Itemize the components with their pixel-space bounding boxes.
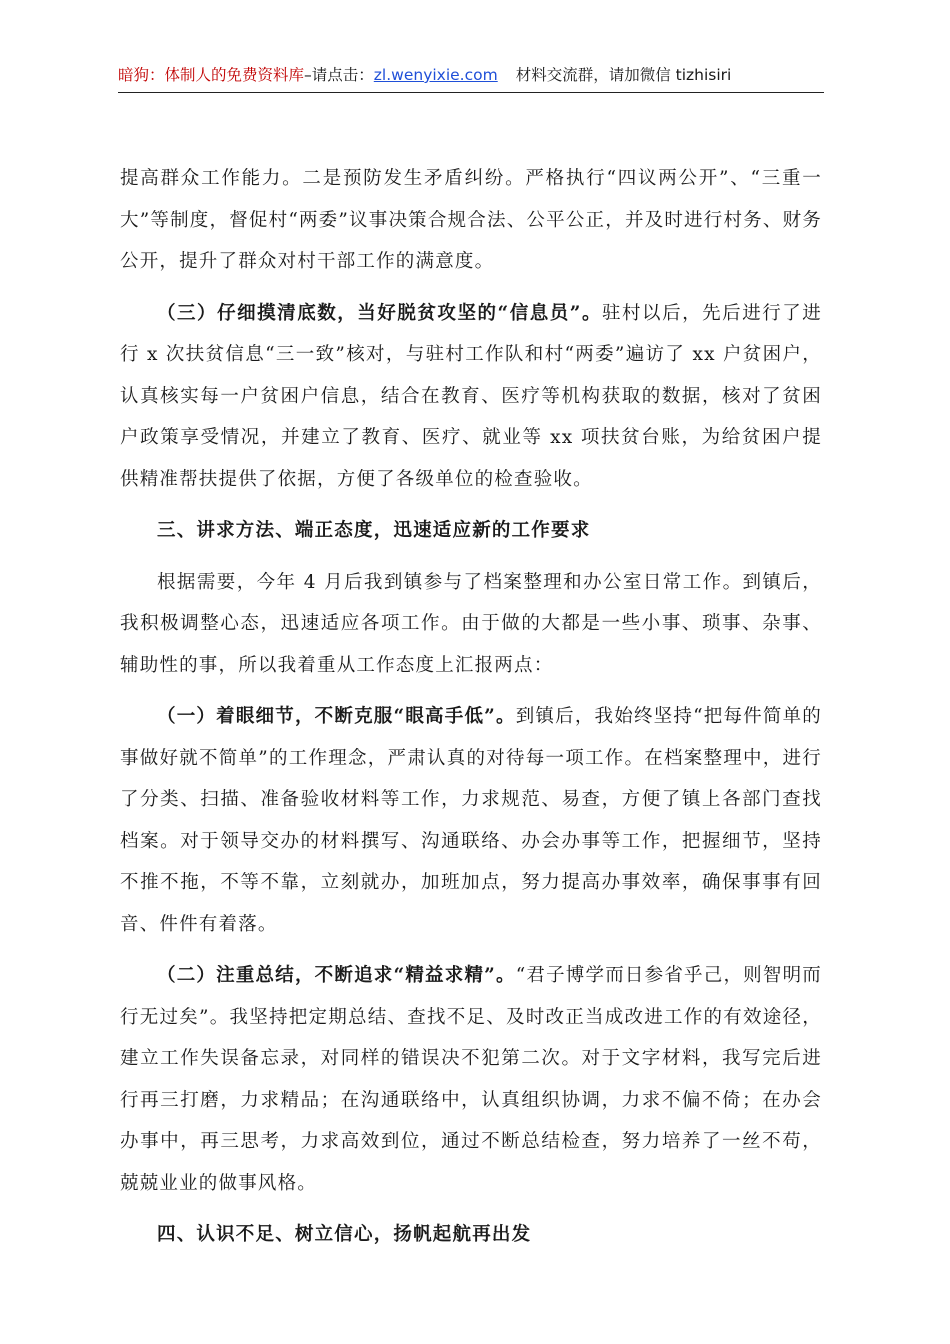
section-heading-4: 四、认识不足、树立信心，扬帆起航再出发 bbox=[157, 1224, 532, 1245]
paragraph-details bbox=[120, 696, 822, 945]
header-brand: 暗狗：体制人的免费资料库 bbox=[118, 66, 305, 84]
document-body bbox=[120, 158, 822, 1266]
paragraph-info-officer-text: 驻村以后，先后进行了进行 x 次扶贫信息“三一致”核对，与驻村工作队和村“两委”遍访了 xx 户贫困户，认真核实每一户贫困户信息，结合在教育、医疗等机构获取的数据，核对了贫困户政策享受情况，并建立了教育、医疗、就业等 xx 项扶贫台账，为给贫困户提供精准帮扶提供了依据，方便了各级单位的检查验收。 bbox=[120, 302, 823, 490]
paragraph-continued: 提高群众工作能力。二是预防发生矛盾纠纷。严格执行“四议两公开”、“三重一大”等制度，督促村“两委”议事决策合规合法、公平公正，并及时进行村务、财务公开，提升了群众对村干部工作的满意度。 bbox=[120, 168, 822, 272]
subheading-summary: （二）注重总结，不断追求“精益求精”。 bbox=[157, 965, 516, 986]
paragraph-details-text: 到镇后，我始终坚持“把每件简单的事做好就不简单”的工作理念，严肃认真的对待每一项工作。在档案整理中，进行了分类、扫描、准备验收材料等工作，力求规范、易查，方便了镇上各部门查找档案。对于领导交办的材料撰写、沟通联络、办会办事等工作，把握细节，坚持不推不拖，不等不靠，立刻就办，加班加点，努力提高办事效率，确保事事有回音、件件有着落。 bbox=[120, 706, 822, 935]
subheading-details: （一）着眼细节，不断克服“眼高手低”。 bbox=[157, 706, 516, 727]
paragraph-summary bbox=[120, 955, 822, 1204]
subheading-info-officer: （三）仔细摸清底数，当好脱贫攻坚的“信息员”。 bbox=[157, 302, 602, 324]
section-heading-3: 三、讲求方法、端正态度，迅速适应新的工作要求 bbox=[157, 520, 591, 541]
header-divider bbox=[118, 92, 824, 93]
header-link[interactable]: zl.wenyixie.com bbox=[373, 66, 498, 84]
paragraph-adapt: 根据需要，今年 4 月后我到镇参与了档案整理和办公室日常工作。到镇后，我积极调整心态，迅速适应各项工作。由于做的大都是一些小事、琐事、杂事、辅助性的事，所以我着重从工作态度上汇报两点： bbox=[120, 571, 822, 676]
header-wechat-note: 材料交流群，请加微信 tizhisiri bbox=[515, 66, 732, 84]
page-header bbox=[118, 62, 824, 88]
paragraph-info-officer bbox=[120, 293, 822, 501]
header-prompt: –请点击： bbox=[304, 66, 374, 84]
paragraph-summary-text: “君子博学而日参省乎己，则智明而行无过矣”。我坚持把定期总结、查找不足、及时改正当成改进工作的有效途径，建立工作失误备忘录，对同样的错误决不犯第二次。对于文字材料，我写完后进行再三打磨，力求精品；在沟通联络中，认真组织协调，力求不偏不倚；在办会办事中，再三思考，力求高效到位，通过不断总结检查，努力培养了一丝不苟，兢兢业业的做事风格。 bbox=[120, 965, 822, 1194]
